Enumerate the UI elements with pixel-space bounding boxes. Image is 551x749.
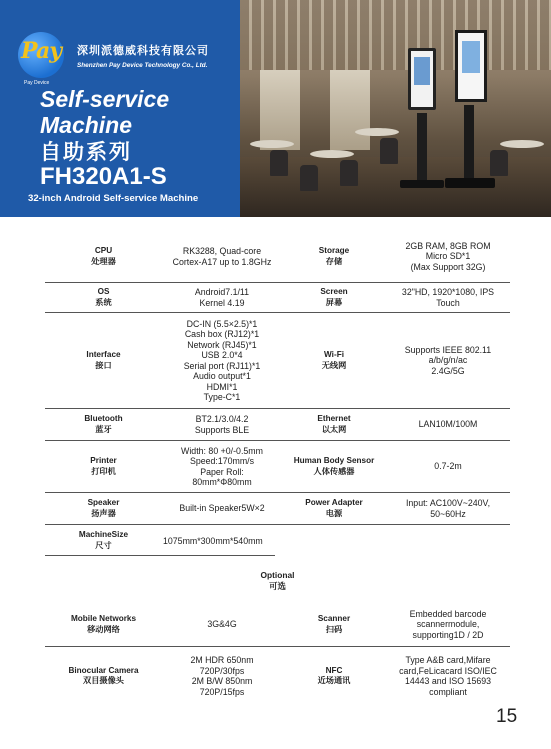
title-line-2: Machine (40, 112, 133, 138)
spec-key-en: CPU (94, 246, 113, 255)
spec-value (162, 503, 282, 514)
spec-key-cn: 无线网 (321, 360, 347, 370)
spec-value (162, 246, 282, 267)
kiosk-screen (408, 48, 436, 110)
spec-key-en: Binocular Camera (68, 665, 139, 675)
spec-key-cn: 存储 (325, 256, 343, 266)
spec-key-cn: 接口 (95, 360, 112, 370)
spec-key-cn: 屏幕 (325, 297, 343, 307)
divider (45, 555, 275, 556)
spec-value-line: 0.7-2m (434, 461, 462, 472)
header-banner (0, 0, 551, 217)
spec-table (45, 231, 510, 705)
spec-value-line: 2M B/W 850nm (191, 676, 253, 686)
spec-value-line: 50~60Hz (430, 508, 466, 519)
spec-key (45, 530, 162, 551)
spec-key (282, 414, 386, 435)
spec-value-line: Android7.1/11 (194, 287, 250, 297)
optional-heading (45, 556, 510, 603)
spec-key-cn: 移动网络 (87, 624, 120, 634)
page-number: 15 (496, 706, 518, 727)
spec-value-line: card,FeLicacard ISO/IEC (399, 665, 497, 676)
spec-value-line: 14443 and ISO 15693 (404, 676, 492, 686)
spec-value-line: 2M HDR 650nm (190, 655, 254, 665)
model-number: FH320A1-S (40, 163, 167, 190)
spec-value-line: 2.4G/5G (431, 365, 465, 376)
spec-row (45, 409, 510, 441)
table-top (310, 150, 354, 158)
spec-value-line: BT2.1/3.0/4.2 (195, 414, 249, 424)
spec-key (282, 614, 386, 635)
spec-value-line: supporting1D / 2D (412, 629, 484, 640)
product-subtitle: 32-inch Android Self-service Machine (28, 193, 199, 204)
spec-value-line: 3G&4G (207, 619, 237, 630)
machine-size-row (45, 525, 510, 556)
optional-en: Optional (260, 570, 295, 580)
spec-key-en: Storage (318, 246, 350, 255)
spec-key (282, 498, 386, 519)
table-top (500, 140, 544, 148)
ceiling-slats (240, 0, 551, 70)
chair (300, 165, 318, 191)
spec-key-cn: 尺寸 (95, 540, 112, 550)
spec-value (162, 655, 282, 697)
spec-key-en: Power Adapter (305, 498, 363, 507)
spec-key-cn: 电源 (325, 508, 343, 518)
spec-key-en: Bluetooth (84, 414, 123, 423)
spec-value (386, 241, 510, 273)
spec-value-line: Cash box (RJ12)*1 (184, 329, 260, 339)
spec-key (45, 614, 162, 635)
spec-row (45, 313, 510, 409)
kiosk-base (400, 180, 444, 188)
spec-row (45, 603, 510, 647)
spec-key-en: Scanner (317, 614, 351, 623)
spec-key (45, 498, 162, 519)
spec-value-line: Type-C*1 (203, 392, 241, 402)
spec-value (162, 619, 282, 630)
spec-value (386, 498, 510, 519)
spec-value (162, 287, 282, 308)
spec-key-en: OS (97, 287, 110, 296)
spec-row (45, 647, 510, 705)
spec-value-line: Network (RJ45)*1 (187, 339, 257, 350)
spec-key-cn: 处理器 (91, 256, 116, 266)
spec-value-line: 80mm*Φ80mm (192, 477, 252, 487)
restaurant-photo (240, 0, 551, 217)
spec-key-en: Screen (320, 287, 348, 296)
kiosk-base (445, 178, 495, 188)
spec-value-line: HDMI*1 (206, 381, 238, 392)
spec-value-line: Supports IEEE 802.11 (404, 344, 492, 355)
spec-value (162, 414, 282, 435)
spec-key-en: Interface (86, 350, 121, 359)
window-pane (260, 70, 300, 150)
spec-key-en: MachineSize (78, 530, 129, 539)
spec-value (386, 609, 510, 641)
spec-key (45, 666, 162, 687)
spec-value-line: Kernel 4.19 (199, 297, 245, 308)
spec-value-line: a/b/g/n/ac (428, 355, 468, 366)
spec-key (282, 666, 386, 687)
title-line-1: Self-service (40, 86, 170, 112)
spec-value-line: DC-IN (5.5×2.5)*1 (186, 318, 258, 329)
spec-value-line: Supports BLE (194, 424, 250, 435)
spec-value (386, 655, 510, 697)
spec-row (45, 441, 510, 493)
spec-key-cn: 蓝牙 (95, 424, 112, 434)
chair (270, 150, 288, 176)
spec-key-cn: 系统 (95, 297, 112, 307)
logo-subtext: Pay Device (24, 80, 50, 86)
spec-key-cn: 扫码 (325, 624, 343, 634)
kiosk-screen (455, 30, 487, 102)
spec-key-en: Speaker (87, 498, 120, 507)
kiosk-pole (417, 113, 427, 183)
spec-value-line: Type A&B card,Mifare (405, 655, 491, 665)
table-top (250, 140, 294, 148)
spec-key-cn: 打印机 (91, 466, 116, 476)
optional-cn: 可选 (269, 580, 286, 591)
spec-value-line: 2GB RAM, 8GB ROM (405, 240, 491, 251)
title-cn: 自助系列 (40, 141, 132, 164)
spec-value-line: Embedded barcode (409, 608, 487, 619)
spec-value (162, 319, 282, 403)
spec-value-line: 32"HD, 1920*1080, IPS (401, 287, 495, 297)
spec-value-line: LAN10M/100M (418, 419, 478, 430)
spec-value-line: Paper Roll: (200, 466, 244, 477)
spec-value (386, 345, 510, 377)
spec-key (282, 350, 386, 371)
spec-value-line: Micro SD*1 (425, 251, 471, 262)
spec-key-cn: 以太网 (321, 424, 347, 434)
spec-key-en: Ethernet (317, 414, 351, 423)
logo-text: Pay (21, 38, 61, 64)
spec-value-line: Touch (436, 297, 460, 308)
spec-key (45, 414, 162, 435)
spec-rows (45, 231, 510, 525)
spec-value-line: USB 2.0*4 (201, 350, 243, 360)
spec-key-en: NFC (325, 665, 343, 675)
company-name-en: Shenzhen Pay Device Technology Co., Ltd. (77, 62, 208, 69)
spec-key-en: Mobile Networks (70, 614, 137, 623)
spec-key-cn: 双目摄像头 (83, 676, 124, 685)
spec-key (45, 246, 162, 267)
spec-value-line: Serial port (RJ11)*1 (183, 360, 261, 371)
spec-value-line: scannermodule, (416, 619, 480, 630)
spec-row (45, 283, 510, 313)
spec-value-line: Cortex-A17 up to 1.8GHz (172, 256, 272, 267)
table-top (355, 128, 399, 136)
optional-rows (45, 603, 510, 705)
spec-value (386, 287, 510, 308)
chair (490, 150, 508, 176)
spec-value-line: compliant (429, 686, 467, 697)
spec-key (282, 456, 386, 477)
spec-key (282, 287, 386, 308)
spec-value-line: Speed:170mm/s (189, 456, 255, 466)
spec-value-line: Width: 80 +0/-0.5mm (181, 445, 263, 456)
spec-value-line: Built-in Speaker5W×2 (179, 503, 265, 514)
spec-row (45, 231, 510, 283)
spec-key (45, 287, 162, 308)
spec-value-line: Input: AC100V~240V, (405, 498, 491, 508)
spec-value (386, 419, 510, 430)
spec-value-line: RK3288, Quad-core (182, 246, 262, 256)
spec-key-cn: 扬声器 (91, 508, 116, 518)
company-name-cn: 深圳派德威科技有限公司 (77, 45, 209, 57)
spec-value-line: 720P/15fps (199, 686, 245, 697)
chair (340, 160, 358, 186)
spec-value-line: 720P/30fps (199, 665, 245, 676)
spec-key (282, 246, 386, 267)
spec-key-cn: 人体传感器 (313, 466, 355, 476)
spec-key (45, 456, 162, 477)
spec-value: 1075mm*300mm*540mm (163, 535, 263, 546)
spec-value-line: Audio output*1 (193, 371, 251, 381)
spec-value-line: (Max Support 32G) (410, 261, 486, 272)
chair (380, 138, 398, 164)
spec-key-en: Wi-Fi (324, 350, 344, 359)
spec-key-cn: 近场通讯 (317, 676, 351, 685)
header-blue-panel (0, 0, 240, 217)
spec-row (45, 493, 510, 525)
spec-key (45, 350, 162, 371)
spec-key-en: Printer (90, 456, 117, 465)
spec-key-en: Human Body Sensor (293, 456, 375, 465)
spec-value (386, 461, 510, 472)
spec-value (162, 446, 282, 488)
kiosk-pole (464, 105, 474, 180)
window-pane (330, 70, 370, 150)
